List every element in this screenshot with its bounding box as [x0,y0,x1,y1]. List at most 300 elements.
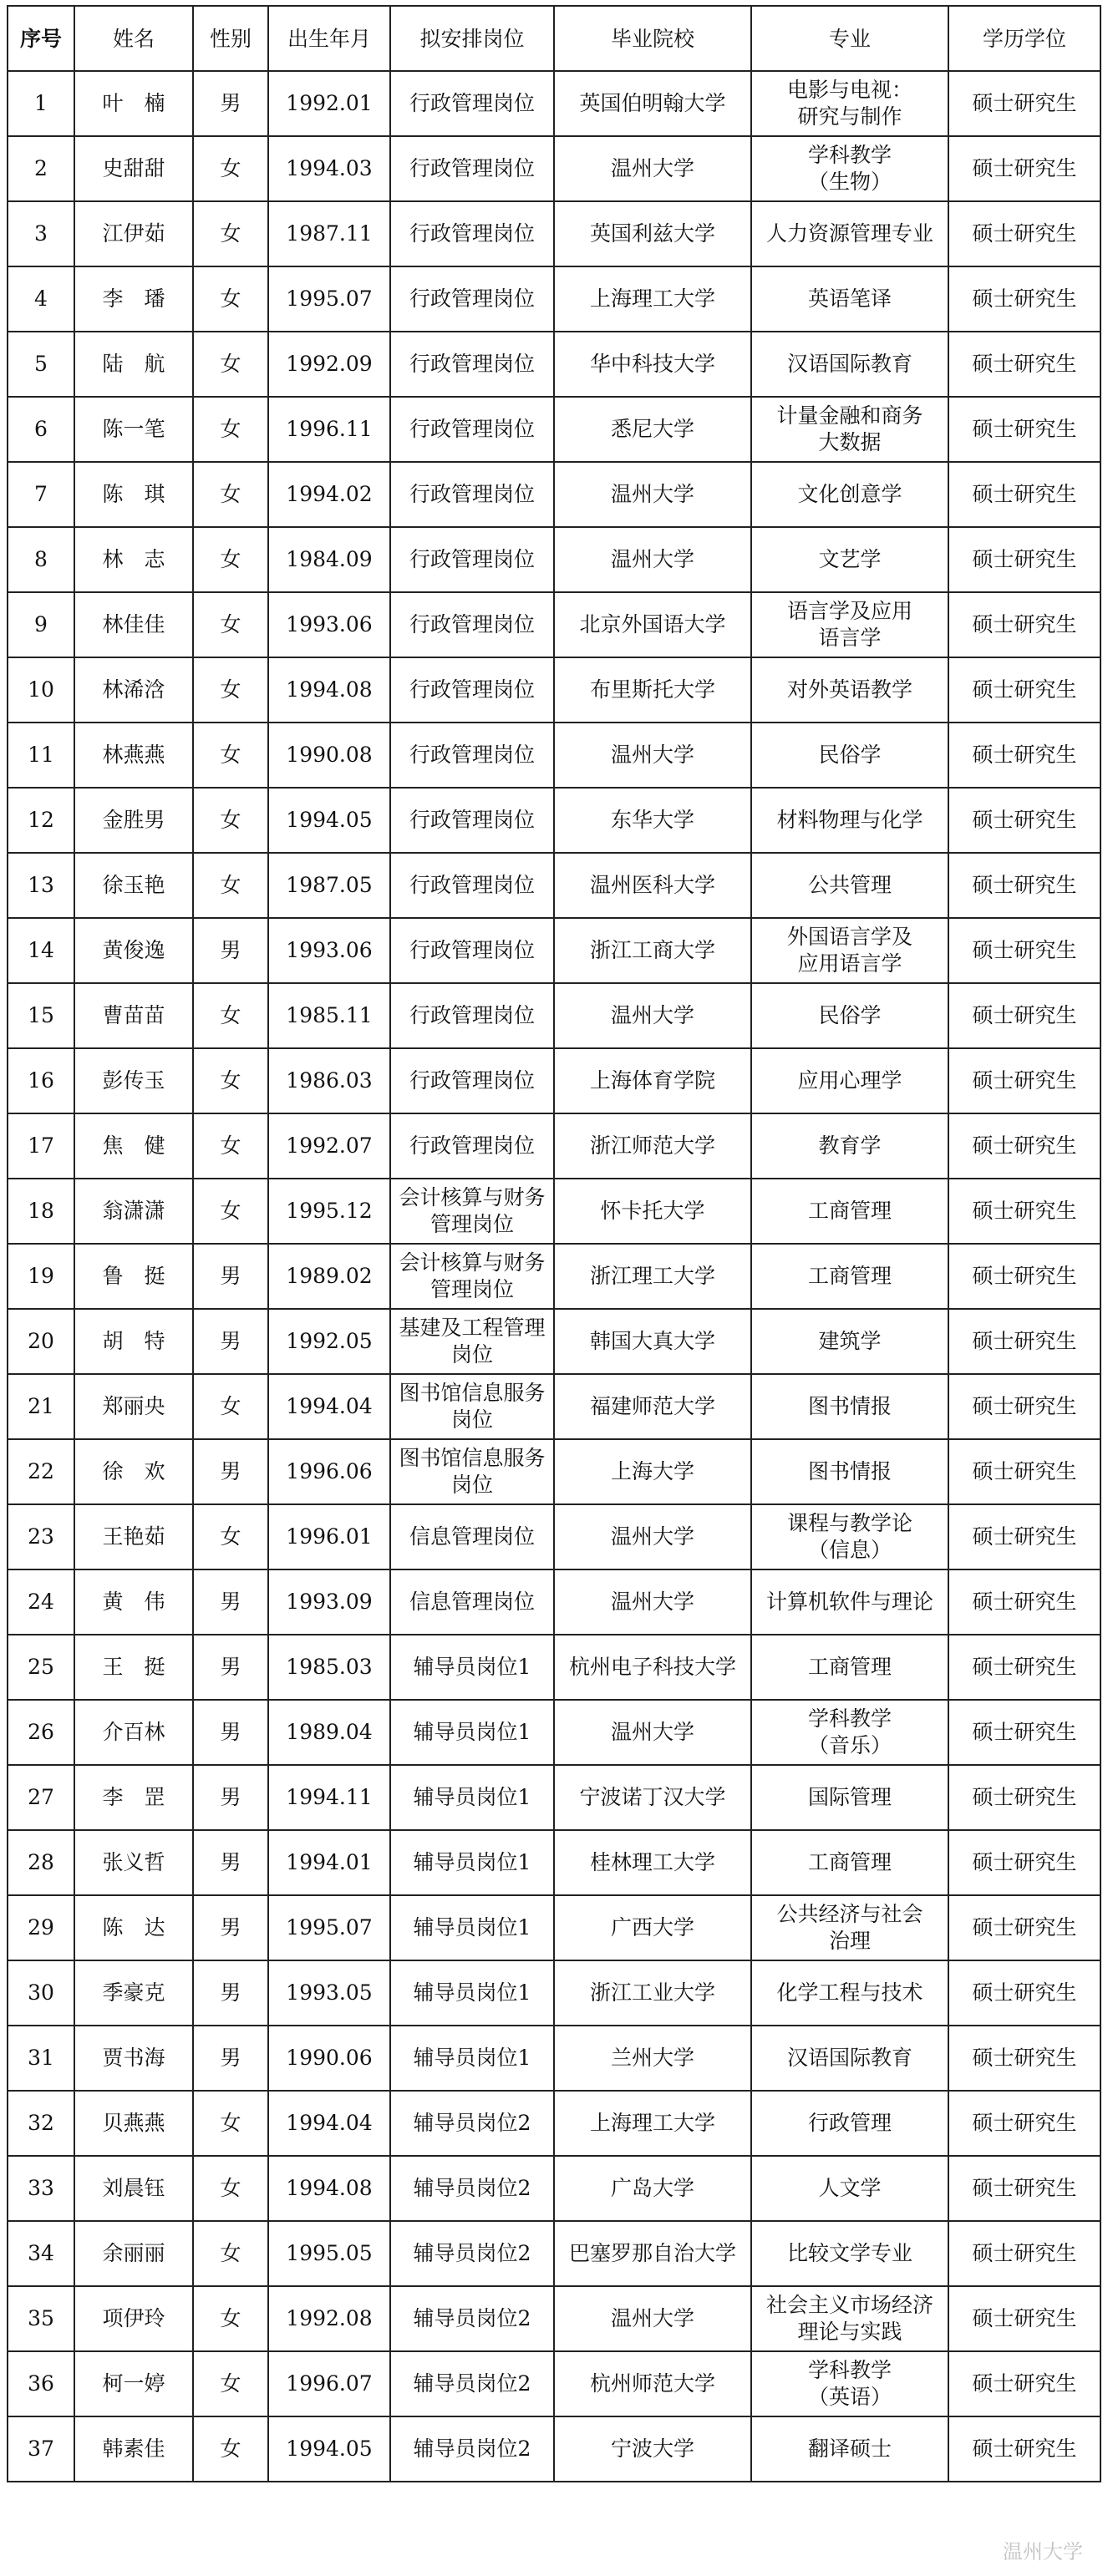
cell-birth [268,1179,390,1244]
cell-name [74,723,193,788]
cell-text: 37 [28,2437,54,2461]
cell-index [8,592,74,657]
cell-text: 1995.05 [286,2241,373,2265]
cell-text: 硕士研究生 [972,1590,1077,1614]
cell-text: 男 [220,938,241,962]
cell-degree [948,136,1100,201]
cell-text: 17 [28,1133,54,1158]
cell-index [8,2221,74,2286]
cell-text: 硕士研究生 [972,156,1077,180]
cell-text: 硕士研究生 [972,808,1077,832]
cell-text: 人力资源管理专业 [765,221,933,246]
cell-name [74,136,193,201]
cell-gender [193,2026,268,2091]
cell-gender [193,1504,268,1569]
cell-birth [268,2156,390,2221]
cell-text: 图书情报 [807,1459,892,1483]
cell-text: 硕士研究生 [972,1785,1077,1809]
cell-text: 1994.05 [286,808,373,832]
cell-text: 男 [220,1590,241,1614]
cell-major [751,1048,948,1113]
table-row [8,136,1100,201]
cell-position [390,2351,554,2416]
cell-text: 1992.08 [286,2306,373,2330]
cell-birth [268,1439,390,1504]
cell-text: 计算机软件与理论 [765,1590,933,1614]
cell-text: 行政管理岗位 [409,352,535,376]
cell-birth [268,462,390,527]
cell-text: 对外英语教学 [786,677,912,702]
cell-birth [268,1895,390,1960]
cell-index [8,136,74,201]
cell-name [74,2091,193,2156]
cell-major [751,592,948,657]
cell-text: 硕士研究生 [972,1980,1077,2005]
cell-text: 鲁 挺 [102,1264,165,1288]
table-header [8,6,1100,71]
cell-position [390,2026,554,2091]
cell-major [751,1569,948,1635]
cell-text: 陈 琪 [102,482,165,506]
cell-text: 徐玉艳 [102,873,165,897]
cell-birth [268,1960,390,2026]
cell-degree [948,853,1100,918]
cell-school [554,1439,751,1504]
cell-index [8,1765,74,1830]
cell-birth [268,1830,390,1895]
table-row [8,1309,1100,1374]
cell-birth [268,332,390,397]
cell-name [74,2026,193,2091]
cell-text: 东华大学 [610,808,694,832]
cell-degree [948,2286,1100,2351]
cell-text: 1993.09 [286,1590,373,1614]
cell-text: 电影与电视： 研究与制作 [786,78,912,129]
cell-index [8,1569,74,1635]
cell-text: 史甜甜 [102,156,165,180]
cell-text: 23 [28,1524,54,1549]
cell-position [390,201,554,266]
cell-major [751,527,948,592]
cell-school [554,2351,751,2416]
cell-birth [268,2221,390,2286]
cell-text: 会计核算与财务 管理岗位 [399,1250,546,1301]
cell-index [8,1309,74,1374]
cell-index [8,2156,74,2221]
cell-text: 1987.11 [286,221,373,246]
cell-text: 硕士研究生 [972,938,1077,962]
cell-school [554,788,751,853]
cell-text: 项伊玲 [102,2306,165,2330]
cell-text: 硕士研究生 [972,2111,1077,2135]
cell-major [751,2351,948,2416]
cell-index [8,332,74,397]
cell-name [74,2416,193,2482]
cell-gender [193,1700,268,1765]
cell-name [74,332,193,397]
cell-degree [948,1960,1100,2026]
cell-gender [193,527,268,592]
cell-text: 2 [34,156,48,180]
cell-index [8,657,74,723]
table-row [8,1048,1100,1113]
cell-index [8,1179,74,1244]
cell-text: 硕士研究生 [972,1394,1077,1418]
cell-text: 图书馆信息服务 岗位 [399,1381,546,1432]
cell-gender [193,201,268,266]
cell-major [751,918,948,983]
cell-text: 巴塞罗那自治大学 [568,2241,736,2265]
cell-text: 硕士研究生 [972,677,1077,702]
cell-name [74,657,193,723]
cell-gender [193,462,268,527]
cell-text: 18 [28,1199,54,1223]
cell-text: 1996.06 [286,1459,373,1483]
cell-gender [193,2351,268,2416]
cell-text: 基建及工程管理 岗位 [399,1316,546,1367]
cell-text: 行政管理岗位 [409,482,535,506]
cell-birth [268,136,390,201]
cell-text: 浙江工商大学 [589,938,715,962]
cell-index [8,1439,74,1504]
cell-text: 1992.07 [286,1133,373,1158]
cell-text: 温州大学 [610,156,694,180]
cell-name [74,2221,193,2286]
cell-text: 行政管理岗位 [409,91,535,115]
cell-text: 福建师范大学 [589,1394,715,1418]
cell-name [74,1244,193,1309]
cell-index [8,1830,74,1895]
cell-text: 硕士研究生 [972,287,1077,311]
cell-text: 行政管理岗位 [409,612,535,636]
cell-birth [268,1113,390,1179]
cell-text: 男 [220,1720,241,1744]
cell-text: 辅导员岗位1 [413,1720,531,1744]
cell-text: 汉语国际教育 [786,2046,912,2070]
cell-text: 女 [220,1199,241,1223]
table-row [8,1635,1100,1700]
cell-birth [268,1569,390,1635]
cell-text: 3 [34,221,48,246]
cell-text: 行政管理岗位 [409,873,535,897]
cell-text: 女 [220,808,241,832]
cell-text: 课程与教学论 （信息） [786,1511,912,1562]
cell-major [751,1700,948,1765]
cell-text: 余丽丽 [102,2241,165,2265]
cell-gender [193,266,268,332]
watermark: 温州大学 [1003,2540,1083,2563]
cell-gender [193,1569,268,1635]
cell-degree [948,2351,1100,2416]
table-row [8,1700,1100,1765]
cell-school [554,527,751,592]
cell-index [8,2416,74,2482]
cell-major [751,332,948,397]
cell-text: 教育学 [818,1133,882,1158]
table-row [8,592,1100,657]
cell-text: 硕士研究生 [972,743,1077,767]
cell-name [74,201,193,266]
cell-school [554,723,751,788]
cell-text: 29 [28,1915,54,1940]
header-row [8,6,1100,71]
cell-text: 贝燕燕 [102,2111,165,2135]
cell-position [390,723,554,788]
cell-text: 1992.01 [286,91,373,115]
cell-school [554,1309,751,1374]
cell-school [554,592,751,657]
cell-position [390,1830,554,1895]
cell-text: 硕士研究生 [972,873,1077,897]
cell-name [74,1830,193,1895]
cell-degree [948,201,1100,266]
cell-text: 9 [34,612,48,636]
cell-major [751,657,948,723]
cell-birth [268,2091,390,2156]
cell-text: 硕士研究生 [972,612,1077,636]
cell-school [554,1635,751,1700]
cell-position [390,1179,554,1244]
cell-major [751,1635,948,1700]
cell-text: 辅导员岗位1 [413,1655,531,1679]
cell-text: 20 [28,1329,54,1353]
cell-school [554,1374,751,1439]
cell-text: 硕士研究生 [972,1133,1077,1158]
cell-text: 14 [28,938,54,962]
cell-gender [193,332,268,397]
cell-school [554,71,751,136]
cell-degree [948,2026,1100,2091]
cell-position [390,1374,554,1439]
cell-major [751,1309,948,1374]
cell-text: 林浠浛 [102,677,165,702]
cell-text: 行政管理岗位 [409,677,535,702]
cell-text: 林燕燕 [102,743,165,767]
cell-text: 15 [28,1003,54,1027]
cell-text: 硕士研究生 [972,2176,1077,2200]
cell-text: 韩素佳 [102,2437,165,2461]
table-row [8,918,1100,983]
cell-position [390,1113,554,1179]
cell-gender [193,1244,268,1309]
cell-major [751,71,948,136]
cell-text: 1993.06 [286,612,373,636]
cell-text: 12 [28,808,54,832]
cell-text: 女 [220,221,241,246]
cell-text: 陈一笔 [102,417,165,441]
cell-position [390,1765,554,1830]
cell-gender [193,2091,268,2156]
table-row [8,1179,1100,1244]
cell-text: 26 [28,1720,54,1744]
cell-text: 辅导员岗位2 [413,2371,531,2396]
cell-gender [193,2221,268,2286]
cell-text: 王 挺 [102,1655,165,1679]
cell-degree [948,2091,1100,2156]
cell-text: 1993.05 [286,1980,373,2005]
cell-text: 韩国大真大学 [589,1329,715,1353]
cell-gender [193,983,268,1048]
cell-degree [948,71,1100,136]
cell-name [74,918,193,983]
cell-text: 柯一婷 [102,2371,165,2396]
cell-school [554,136,751,201]
cell-text: 硕士研究生 [972,1329,1077,1353]
cell-text: 女 [220,743,241,767]
column-header-degree: 学历学位 [948,6,1100,71]
cell-text: 林 志 [102,547,165,571]
cell-text: 1995.07 [286,1915,373,1940]
cell-text: 行政管理岗位 [409,417,535,441]
cell-text: 25 [28,1655,54,1679]
cell-text: 工商管理 [807,1655,892,1679]
cell-degree [948,1895,1100,1960]
cell-text: 布里斯托大学 [589,677,715,702]
cell-index [8,1244,74,1309]
cell-text: 辅导员岗位1 [413,1785,531,1809]
cell-text: 张义哲 [102,1850,165,1874]
cell-position [390,918,554,983]
cell-text: 30 [28,1980,54,2005]
cell-text: 男 [220,1329,241,1353]
table-row [8,1439,1100,1504]
cell-text: 行政管理岗位 [409,1133,535,1158]
cell-text: 硕士研究生 [972,1655,1077,1679]
cell-text: 计量金融和商务 大数据 [776,403,923,454]
cell-birth [268,1244,390,1309]
cell-text: 兰州大学 [610,2046,694,2070]
cell-index [8,788,74,853]
cell-major [751,266,948,332]
cell-text: 1996.07 [286,2371,373,2396]
cell-text: 1985.11 [286,1003,373,1027]
cell-gender [193,1048,268,1113]
cell-degree [948,2416,1100,2482]
cell-text: 男 [220,1980,241,2005]
cell-text: 硕士研究生 [972,221,1077,246]
cell-text: 文艺学 [818,547,882,571]
cell-major [751,462,948,527]
cell-school [554,462,751,527]
cell-position [390,983,554,1048]
cell-text: 女 [220,156,241,180]
table-row [8,1765,1100,1830]
cell-text: 金胜男 [102,808,165,832]
cell-gender [193,788,268,853]
cell-text: 辅导员岗位1 [413,1980,531,2005]
cell-text: 硕士研究生 [972,2306,1077,2330]
cell-major [751,1179,948,1244]
cell-text: 1994.04 [286,2111,373,2135]
cell-text: 35 [28,2306,54,2330]
cell-text: 浙江理工大学 [589,1264,715,1288]
cell-text: 刘晨钰 [102,2176,165,2200]
cell-name [74,527,193,592]
cell-gender [193,136,268,201]
cell-birth [268,1765,390,1830]
cell-text: 温州大学 [610,547,694,571]
cell-index [8,1700,74,1765]
column-header-birth: 出生年月 [268,6,390,71]
table-row [8,983,1100,1048]
cell-text: 1994.08 [286,677,373,702]
cell-school [554,1895,751,1960]
cell-text: 36 [28,2371,54,2396]
cell-text: 温州大学 [610,1003,694,1027]
cell-degree [948,462,1100,527]
cell-name [74,1895,193,1960]
cell-major [751,788,948,853]
cell-text: 硕士研究生 [972,547,1077,571]
cell-school [554,2286,751,2351]
cell-index [8,462,74,527]
cell-school [554,1700,751,1765]
cell-major [751,723,948,788]
cell-birth [268,1635,390,1700]
cell-text: 李 璠 [102,287,165,311]
cell-text: 行政管理岗位 [409,743,535,767]
cell-degree [948,397,1100,462]
cell-text: 彭传玉 [102,1068,165,1093]
cell-text: 8 [34,547,48,571]
cell-text: 1 [34,91,48,115]
cell-position [390,2221,554,2286]
cell-text: 1984.09 [286,547,373,571]
cell-text: 行政管理岗位 [409,287,535,311]
cell-index [8,1048,74,1113]
cell-text: 1994.03 [286,156,373,180]
cell-text: 语言学及应用 语言学 [786,599,912,650]
cell-text: 男 [220,2046,241,2070]
column-header-gender: 性别 [193,6,268,71]
cell-text: 硕士研究生 [972,1850,1077,1874]
cell-text: 行政管理岗位 [409,547,535,571]
cell-text: 怀卡托大学 [600,1199,705,1223]
cell-text: 辅导员岗位1 [413,1915,531,1940]
cell-text: 王艳茹 [102,1524,165,1549]
cell-degree [948,2156,1100,2221]
cell-name [74,1374,193,1439]
cell-text: 1989.02 [286,1264,373,1288]
cell-text: 宁波大学 [610,2437,694,2461]
cell-degree [948,2221,1100,2286]
cell-name [74,1439,193,1504]
cell-text: 人文学 [818,2176,882,2200]
cell-index [8,1960,74,2026]
cell-text: 男 [220,1850,241,1874]
cell-index [8,1113,74,1179]
table-row [8,723,1100,788]
cell-text: 女 [220,1068,241,1093]
cell-text: 比较文学专业 [786,2241,912,2265]
cell-text: 1994.02 [286,482,373,506]
cell-school [554,2091,751,2156]
column-header-position: 拟安排岗位 [390,6,554,71]
cell-birth [268,2026,390,2091]
table-body [8,71,1100,2482]
cell-gender [193,657,268,723]
cell-text: 19 [28,1264,54,1288]
cell-text: 硕士研究生 [972,1199,1077,1223]
cell-name [74,983,193,1048]
cell-degree [948,332,1100,397]
cell-text: 10 [28,677,54,702]
cell-text: 男 [220,1459,241,1483]
cell-index [8,853,74,918]
cell-school [554,1569,751,1635]
cell-name [74,1309,193,1374]
cell-text: 1996.11 [286,417,373,441]
